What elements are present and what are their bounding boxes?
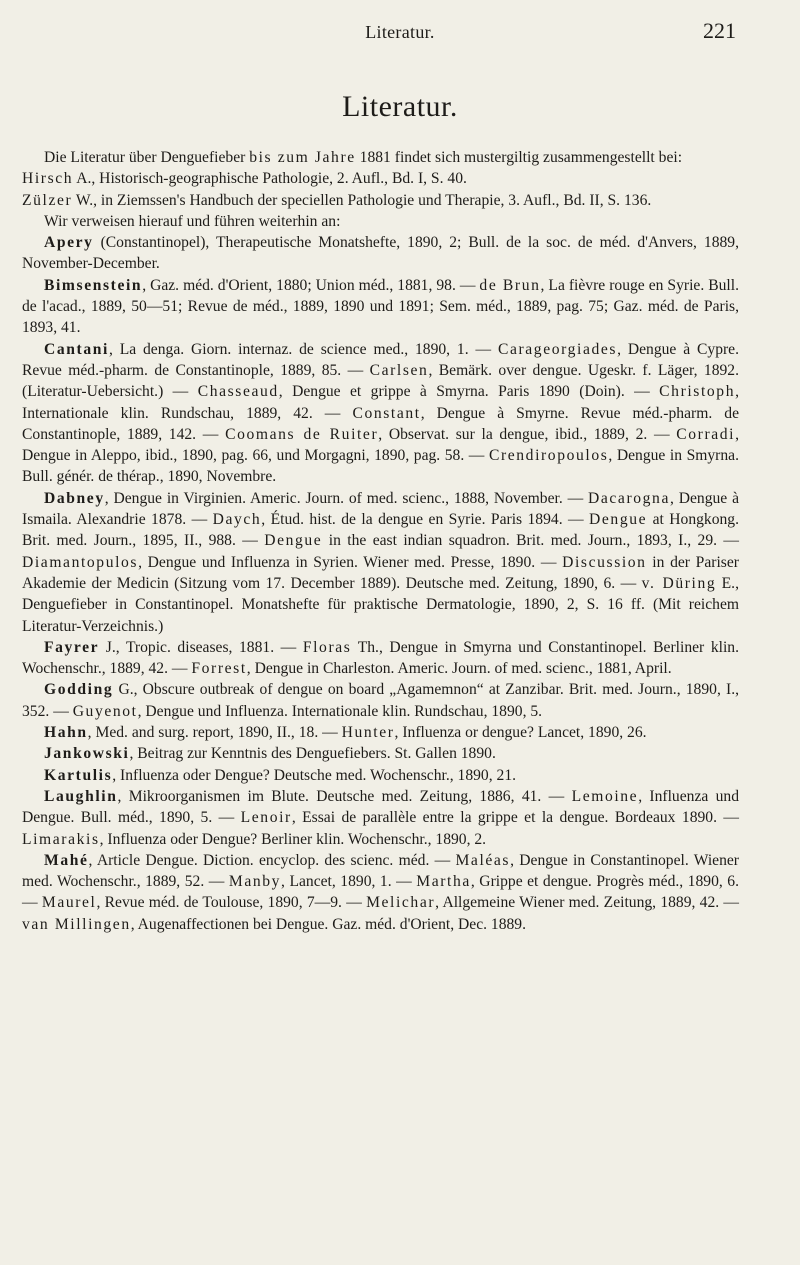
entry-text: at Hongkong. Brit. med. Journ., 1895, II., 988. — — [22, 511, 739, 550]
entry-text: W., in Ziemssen's Handbuch der speciellen Pathologie und Therapie, 3. Aufl., Bd. II, S. 136. — [72, 191, 652, 209]
entry-text: , La fièvre rouge en Syrie. Bull. de l'acad., 1889, 50—51; Revue de méd., 1889, 1890 und 1891; Sem. méd., 1889, pag. 75; Gaz. méd. de Paris, 1893, 41. — [22, 276, 739, 337]
entry-text: , Revue méd. de Toulouse, 1890, 7—9. — — [96, 894, 367, 912]
entry-text: , Internationale klin. Rundschau, 1889, 42. — — [22, 383, 739, 422]
entry-text: , Dengue à Smyrne. Revue méd.-pharm. de Constantinople, 1889, 142. — — [22, 404, 739, 443]
entry-text: J., Tropic. diseases, 1881. — — [99, 638, 303, 656]
entry-text: E., Denguefieber in Constantinopel. Monatshefte für praktische Dermatologie, 1890, 2, S. 16 ff. (Mit reichem Literatur-Verzeichnis.) — [22, 574, 739, 635]
entry-hirsch — [22, 168, 739, 189]
author-name: Coomans de Ruiter — [225, 425, 379, 443]
entry-text: , Augenaffectionen bei Dengue. Gaz. méd. d'Orient, Dec. 1889. — [130, 915, 526, 933]
entry-text: , Essai de parallèle entre la grippe et la dengue. Bordeaux 1890. — — [291, 809, 739, 827]
refer-paragraph: Wir verweisen hierauf und führen weiterhin an: — [44, 212, 341, 230]
entry-group-c — [22, 339, 739, 488]
entry-text: , Allgemeine Wiener med. Zeitung, 1889, 42. — — [435, 894, 740, 912]
entry-text: , Dengue in Charleston. Americ. Journ. of med. scienc., 1881, April. — [246, 660, 672, 678]
entry-text: G., Obscure outbreak of dengue on board „Agamemnon“ at Zanzibar. Brit. med. Journ., 1890, I., 352. — — [22, 681, 739, 720]
entry-group-f — [22, 637, 739, 680]
author-name: v. Düring — [641, 574, 717, 592]
entry-text: , Lancet, 1890, 1. — — [281, 873, 417, 891]
author-name: Chasseaud — [197, 383, 279, 401]
author-name: Manby — [228, 873, 282, 891]
entry-group-d — [22, 488, 739, 637]
entry-text: , Dengue à Cypre. Revue méd.-pharm. de Constantinople, 1889, 85. — — [22, 340, 739, 379]
author-name: van Millingen — [22, 915, 131, 933]
author-name: Limarakis — [22, 830, 100, 848]
running-header — [0, 18, 800, 48]
author-name: Lenoir — [240, 809, 292, 827]
author-name: Constant — [352, 404, 421, 422]
author-name: Apery — [44, 234, 94, 252]
author-name: Christoph — [659, 383, 736, 401]
author-name: Daych — [212, 511, 262, 529]
author-name: Dengue — [264, 532, 323, 550]
author-name: Jankowski — [44, 745, 130, 763]
entry-text: , Med. and surg. report, 1890, II., 18. — — [87, 724, 342, 742]
author-name: Dabney — [44, 489, 105, 507]
entry-text: , Mikroorganismen im Blute. Deutsche med. Zeitung, 1886, 41. — — [117, 787, 572, 805]
entry-text: , Dengue und Influenza. Internationale klin. Rundschau, 1890, 5. — [137, 702, 543, 720]
entry-text: (Constantinopel), Therapeutische Monatshefte, 1890, 2; Bull. de la soc. de méd. d'Anvers, 1889, November-December. — [22, 234, 739, 273]
entry-group-b — [22, 275, 739, 339]
entry-text: , Bemärk. over dengue. Ugeskr. f. Läger, 1892. (Literatur-Uebersicht.) — — [22, 361, 740, 401]
intro-emphasis: bis zum Jahre — [249, 149, 356, 166]
intro-text-end: 1881 findet sich mustergiltig zusammengestellt bei: — [355, 149, 683, 166]
entry-text: , Dengue und Influenza in Syrien. Wiener med. Presse, 1890. — — [138, 553, 563, 571]
entry-text: , Influenza or dengue? Lancet, 1890, 26. — [394, 724, 647, 742]
entry-group-h — [22, 722, 739, 743]
entry-text: in der Pariser Akademie der Medicin (Sitzung vom 17. December 1889). Deutsche med. Zeitung, 1890, 6. — — [22, 553, 739, 592]
bibliography-text — [22, 147, 739, 935]
entry-text: , Gaz. méd. d'Orient, 1880; Union méd., 1881, 98. — — [142, 276, 480, 294]
entry-group-g — [22, 679, 739, 722]
entry-text: , Beitrag zur Kenntnis des Denguefiebers. St. Gallen 1890. — [129, 745, 496, 763]
author-name: Carlsen — [369, 361, 429, 379]
author-name: Zülzer — [22, 191, 73, 209]
author-name: Guyenot — [72, 702, 138, 720]
entry-text: , Dengue in Constantinopel. Wiener med. Wochenschr., 1889, 52. — — [22, 851, 739, 891]
author-name: Martha — [416, 873, 471, 891]
entry-text: , Influenza oder Dengue? Deutsche med. Wochenschr., 1890, 21. — [112, 766, 517, 784]
entry-text: Th., Dengue in Smyrna und Constantinopel. Berliner klin. Wochenschr., 1889, 42. — — [22, 638, 739, 678]
author-name: Cantani — [44, 340, 109, 358]
author-name: Kartulis — [44, 766, 113, 784]
author-name: Forrest — [191, 660, 247, 678]
entry-group-m — [22, 850, 739, 935]
entry-group-k — [22, 765, 739, 786]
entry-text: , Influenza oder Dengue? Berliner klin. Wochenschr., 1890, 2. — [99, 830, 487, 848]
entry-group-j — [22, 743, 739, 764]
running-title: Literatur. — [365, 22, 435, 42]
author-name: Godding — [44, 681, 114, 699]
author-name: Fayrer — [44, 638, 100, 656]
entry-text: , Article Dengue. Diction. encyclop. des scienc. méd. — — [88, 851, 456, 869]
author-name: de Brun — [479, 276, 541, 294]
author-name: Melichar — [366, 894, 436, 912]
author-name: Lemoine — [571, 787, 639, 805]
author-name: Maurel — [41, 894, 97, 912]
author-name: Crendiropoulos — [488, 447, 609, 465]
author-name: Floras — [302, 638, 352, 656]
entry-group-a — [22, 232, 739, 275]
intro-text: Die Literatur über Denguefieber — [44, 149, 250, 166]
author-name: Maléas — [455, 851, 511, 869]
author-name: Laughlin — [44, 787, 118, 805]
author-name: Bimsenstein — [44, 276, 143, 294]
entry-text: A., Historisch-geographische Pathologie, 2. Aufl., Bd. I, S. 40. — [73, 170, 467, 188]
author-name: Hahn — [44, 724, 88, 742]
author-name: Mahé — [44, 851, 89, 869]
author-name: Hunter — [341, 724, 395, 742]
author-name: Dacarogna — [588, 489, 670, 507]
author-name: Diamantopulos — [22, 553, 139, 571]
entry-text: , La denga. Giorn. internaz. de science med., 1890, 1. — — [108, 340, 498, 358]
entry-zuelzer — [22, 190, 739, 211]
author-name: Hirsch — [22, 170, 74, 188]
entry-text: , Dengue à Ismaila. Alexandrie 1878. — — [22, 489, 739, 529]
entry-group-l — [22, 786, 739, 850]
author-name: Dengue — [589, 511, 648, 529]
page-number: 221 — [703, 18, 736, 43]
entry-text: , Influenza und Dengue. Bull. méd., 1890, 5. — — [22, 787, 739, 827]
section-title: Literatur. — [342, 90, 458, 123]
entry-text: , Dengue et grippe à Smyrna. Paris 1890 (Doin). — — [278, 383, 660, 401]
intro-paragraph — [22, 147, 739, 168]
entry-text: in the east indian squadron. Brit. med. Journ., 1893, I., 29. — — [322, 532, 739, 550]
author-name: Carageorgiades — [497, 340, 618, 358]
author-name: Discussion — [562, 553, 647, 571]
entry-text: , Dengue in Smyrna. Bull. génér. de thérap., 1890, Novembre. — [22, 447, 739, 486]
entry-text: , Observat. sur la dengue, ibid., 1889, 2. — — [378, 425, 677, 443]
entry-text: , Étud. hist. de la dengue en Syrie. Paris 1894. — — [261, 511, 590, 529]
entry-text: , Dengue in Aleppo, ibid., 1890, pag. 66, und Morgagni, 1890, pag. 58. — — [22, 425, 739, 465]
entry-text: , Grippe et dengue. Progrès méd., 1890, 6. — — [22, 873, 739, 912]
author-name: Corradi — [676, 425, 736, 443]
entry-text: , Dengue in Virginien. Americ. Journ. of med. scienc., 1888, November. — — [104, 489, 589, 507]
